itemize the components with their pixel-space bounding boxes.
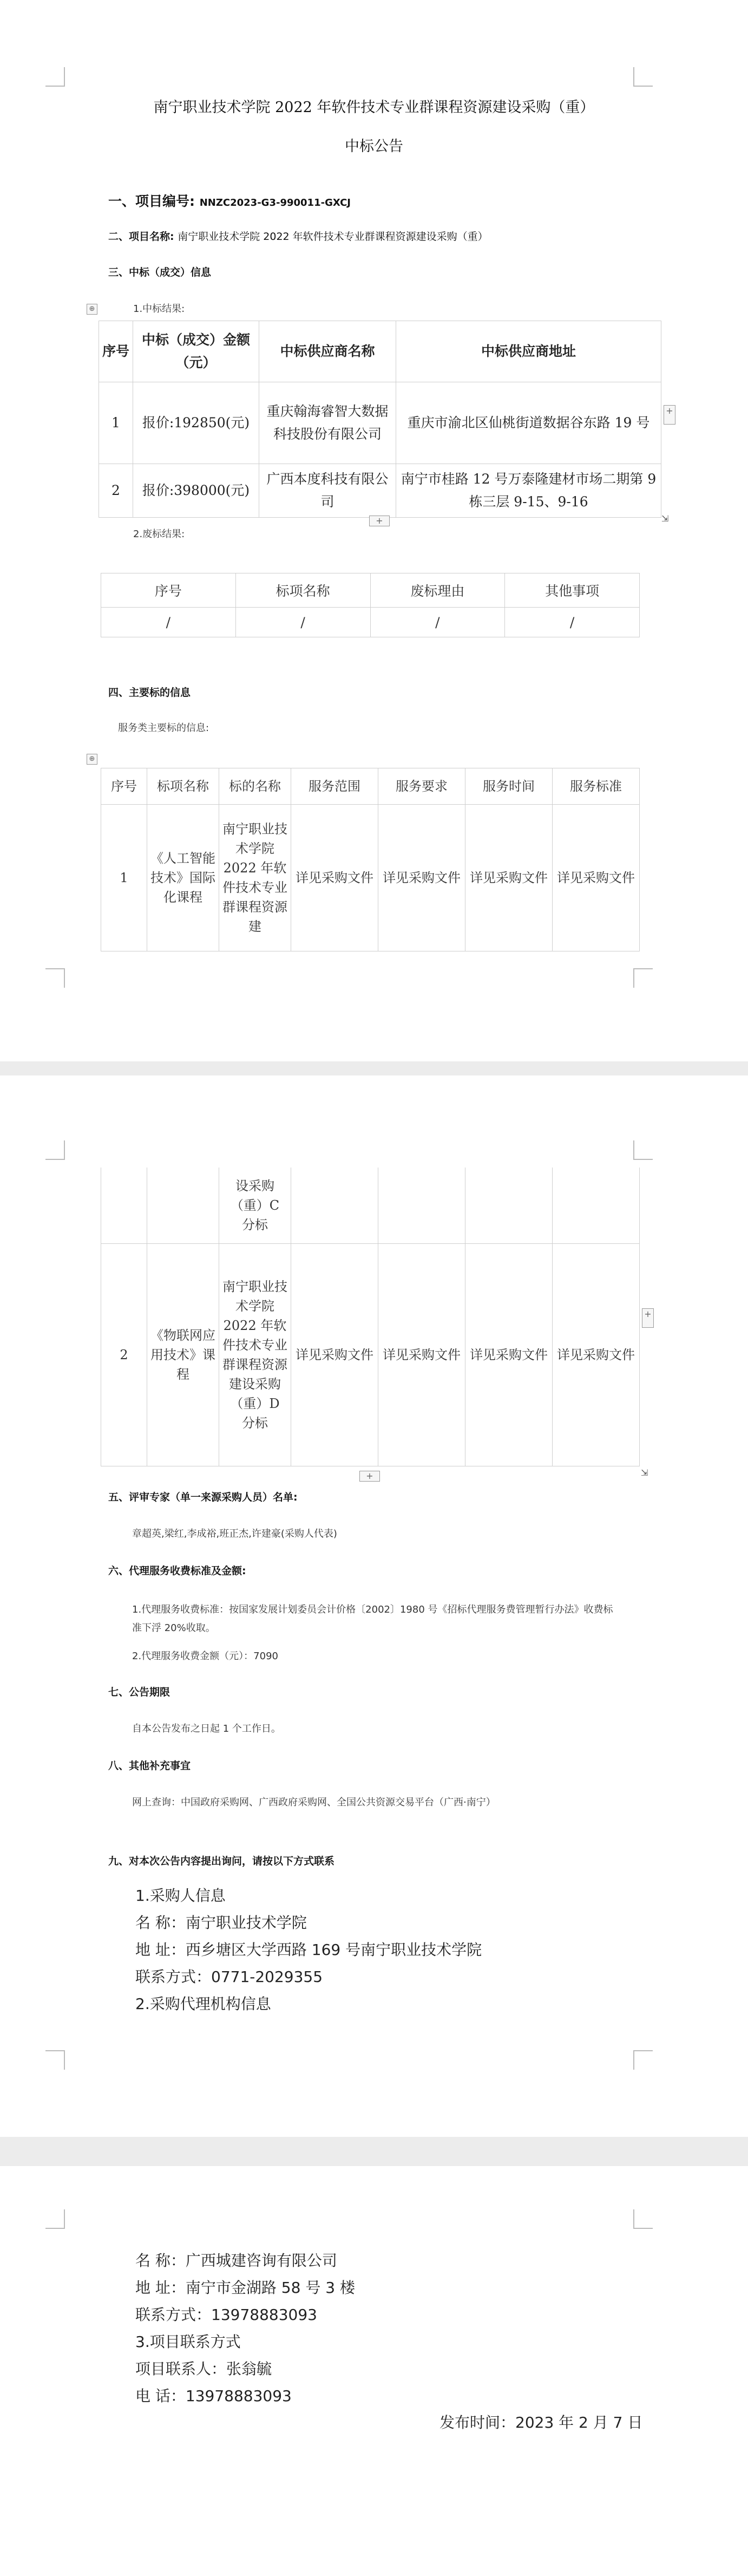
project-contact-phone: 电 话：13978883093 — [135, 2387, 292, 2405]
col-header: 服务标准 — [553, 768, 640, 805]
service-subject-label: 服务类主要标的信息: — [118, 722, 209, 734]
agent-name: 名 称：广西城建咨询有限公司 — [135, 2252, 337, 2270]
cell: / — [235, 608, 370, 637]
project-number: NNZC2023-G3-990011-GXCJ — [199, 197, 351, 208]
table-row — [101, 608, 640, 637]
buyer-name: 名 称：南宁职业技术学院 — [135, 1914, 307, 1932]
document-page-1 — [0, 0, 748, 1061]
document-page-2 — [0, 1075, 748, 2137]
col-header: 废标理由 — [370, 573, 505, 608]
section-1 — [108, 191, 351, 210]
cell-no: 1 — [101, 805, 147, 951]
agent-phone: 联系方式：13978883093 — [135, 2306, 317, 2324]
corner-mark — [633, 2050, 653, 2070]
col-header: 标项名称 — [147, 768, 219, 805]
cell-scope — [291, 1168, 378, 1244]
award-table — [99, 321, 661, 518]
col-header: 序号 — [99, 321, 133, 382]
table-row — [101, 1168, 640, 1244]
table-move-handle[interactable]: ⊕ — [87, 754, 97, 765]
section-5-label: 五、评审专家（单一来源采购人员）名单: — [108, 1491, 298, 1503]
cell-requirement: 详见采购文件 — [378, 805, 465, 951]
cell-no — [101, 1168, 147, 1244]
cell-address: 重庆市渝北区仙桃街道数据谷东路 19 号 — [396, 382, 661, 464]
cell-address: 南宁市桂路 12 号万泰隆建材市场二期第 9 栋三层 9-15、9-16 — [396, 464, 661, 518]
expert-list: 章超英,梁红,李成裕,班正杰,许建豪(采购人代表) — [132, 1528, 337, 1540]
cell-requirement: 详见采购文件 — [378, 1244, 465, 1466]
table-resize-handle[interactable]: ⇲ — [641, 1468, 648, 1478]
contact-block-1 — [135, 1882, 482, 2018]
cell-scope: 详见采购文件 — [291, 805, 378, 951]
cell: / — [505, 608, 640, 637]
document-page-3 — [0, 2166, 748, 2576]
fee-standard: 1.代理服务收费标准：按国家发展计划委员会计价格〔2002〕1980 号《招标代理服务费管理暂行办法》收费标准下浮 20%收取。 — [132, 1604, 613, 1634]
cell-time: 详见采购文件 — [465, 1244, 553, 1466]
section-6-label: 六、代理服务收费标准及金额: — [108, 1565, 246, 1577]
cell-item — [147, 1168, 219, 1244]
table-row — [101, 1244, 640, 1466]
agent-address: 地 址：南宁市金湖路 58 号 3 楼 — [135, 2279, 355, 2297]
section-2-label: 二、项目名称: — [108, 231, 174, 243]
cell-amount: 报价:192850(元) — [133, 382, 259, 464]
section-7-label: 七、公告期限 — [108, 1686, 170, 1698]
col-header: 服务要求 — [378, 768, 465, 805]
subject-table-header — [101, 768, 640, 805]
col-header: 序号 — [101, 573, 236, 608]
buyer-info-title: 1.采购人信息 — [135, 1887, 226, 1905]
corner-mark — [633, 67, 653, 87]
cell-requirement — [378, 1168, 465, 1244]
subject-table-continued — [101, 1168, 640, 1466]
col-header: 标项名称 — [235, 573, 370, 608]
col-header: 服务范围 — [291, 768, 378, 805]
cell-time — [465, 1168, 553, 1244]
corner-mark — [45, 1140, 65, 1160]
section-9-label: 九、对本次公告内容提出询问，请按以下方式联系 — [108, 1855, 335, 1867]
cell-subject: 南宁职业技术学院 2022 年软件技术专业群课程资源建设采购（重）D 分标 — [219, 1244, 291, 1466]
failed-bid-table — [101, 573, 640, 637]
add-row-button[interactable]: + — [359, 1471, 380, 1482]
section-1-label: 一、项目编号: — [108, 193, 195, 209]
col-header: 中标供应商地址 — [396, 321, 661, 382]
corner-mark — [45, 2050, 65, 2070]
cell-no: 2 — [99, 464, 133, 518]
col-header: 序号 — [101, 768, 147, 805]
award-table-header — [99, 321, 661, 382]
cell-subject: 南宁职业技术学院 2022 年软件技术专业群课程资源建 — [219, 805, 291, 951]
agent-info-title: 2.采购代理机构信息 — [135, 1995, 271, 2013]
project-contact-person: 项目联系人：张翁毓 — [135, 2360, 272, 2378]
contact-block-2 — [135, 2247, 355, 2410]
corner-mark — [45, 2209, 65, 2229]
buyer-phone: 联系方式：0771-2029355 — [135, 1968, 323, 1986]
corner-mark — [45, 67, 65, 87]
add-row-button[interactable]: + — [369, 516, 390, 526]
table-row — [99, 382, 661, 464]
subject-table — [101, 768, 640, 951]
fee-amount: 2.代理服务收费金额（元）：7090 — [132, 1651, 278, 1662]
cell-scope: 详见采购文件 — [291, 1244, 378, 1466]
cell-item: 《物联网应用技术》课程 — [147, 1244, 219, 1466]
cell-no: 2 — [101, 1244, 147, 1466]
col-header: 服务时间 — [465, 768, 553, 805]
cell: / — [370, 608, 505, 637]
failed-bid-label: 2.废标结果: — [133, 529, 185, 540]
col-header: 中标（成交）金额（元） — [133, 321, 259, 382]
table-row — [99, 464, 661, 518]
add-column-button[interactable]: + — [642, 1308, 654, 1328]
table-move-handle[interactable]: ⊕ — [87, 304, 97, 315]
publish-date: 发布时间：2023 年 2 月 7 日 — [439, 2414, 643, 2431]
col-header: 中标供应商名称 — [259, 321, 396, 382]
notice-period: 自本公告发布之日起 1 个工作日。 — [132, 1723, 281, 1734]
cell-item: 《人工智能技术》国际化课程 — [147, 805, 219, 951]
doc-title-line2: 中标公告 — [345, 138, 403, 155]
project-name: 南宁职业技术学院 2022 年软件技术专业群课程资源建设采购（重） — [178, 231, 488, 243]
cell-standard — [553, 1168, 640, 1244]
section-8-label: 八、其他补充事宜 — [108, 1760, 191, 1772]
corner-mark — [633, 968, 653, 988]
cell-no: 1 — [99, 382, 133, 464]
online-query: 网上查询：中国政府采购网、广西政府采购网、全国公共资源交易平台（广西·南宁） — [132, 1797, 496, 1808]
award-result-label: 1.中标结果: — [133, 303, 185, 315]
cell-amount: 报价:398000(元) — [133, 464, 259, 518]
cell-standard: 详见采购文件 — [553, 1244, 640, 1466]
cell-time: 详见采购文件 — [465, 805, 553, 951]
cell-standard: 详见采购文件 — [553, 805, 640, 951]
table-row — [101, 805, 640, 951]
section-4-label: 四、主要标的信息 — [108, 687, 191, 699]
add-column-button[interactable]: + — [664, 405, 675, 425]
corner-mark — [633, 2209, 653, 2229]
project-contact-title: 3.项目联系方式 — [135, 2333, 241, 2351]
section-3-label: 三、中标（成交）信息 — [108, 266, 212, 278]
cell-supplier: 广西本度科技有限公司 — [259, 464, 396, 518]
doc-title-line1: 南宁职业技术学院 2022 年软件技术专业群课程资源建设采购（重） — [153, 99, 595, 116]
cell-subject: 设采购（重）C 分标 — [219, 1168, 291, 1244]
col-header: 其他事项 — [505, 573, 640, 608]
corner-mark — [633, 1140, 653, 1160]
table-resize-handle[interactable]: ⇲ — [661, 513, 669, 524]
section-2 — [108, 229, 488, 243]
buyer-address: 地 址：西乡塘区大学西路 169 号南宁职业技术学院 — [135, 1941, 482, 1959]
cell-supplier: 重庆翰海睿智大数据科技股份有限公司 — [259, 382, 396, 464]
failed-bid-header — [101, 573, 640, 608]
corner-mark — [45, 968, 65, 988]
col-header: 标的名称 — [219, 768, 291, 805]
cell: / — [101, 608, 236, 637]
